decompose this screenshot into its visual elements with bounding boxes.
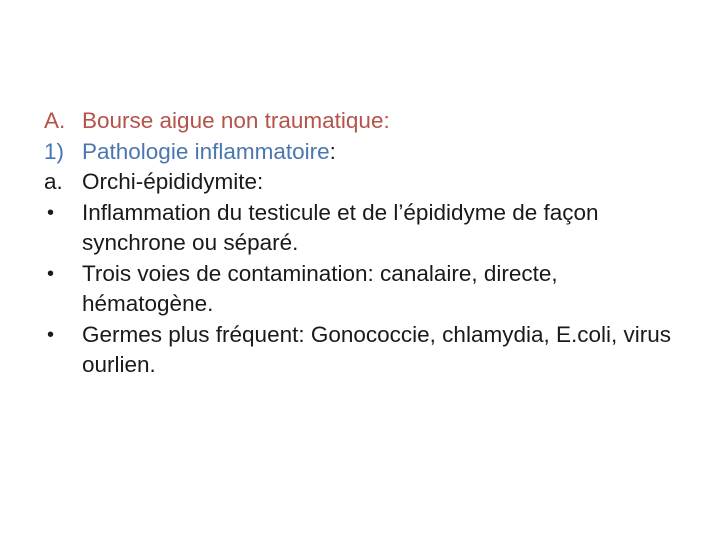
bullet-text: Germes plus fréquent: Gonococcie, chlamydia, E.coli, virus ourlien. bbox=[82, 321, 671, 377]
topic-heading: Orchi-épididymite: bbox=[82, 169, 264, 194]
bullet-text: Inflammation du testicule et de l’épididyme de façon synchrone ou séparé. bbox=[82, 199, 599, 255]
subsection-heading: Pathologie inflammatoire bbox=[82, 138, 330, 164]
section-heading: Bourse aigue non traumatique: bbox=[82, 108, 390, 133]
section-marker: A. bbox=[44, 108, 66, 133]
outline-item-topic bbox=[44, 167, 684, 198]
bullet-icon: • bbox=[47, 262, 55, 285]
outline-item-subsection bbox=[44, 137, 684, 168]
bullet-item bbox=[44, 198, 684, 259]
bullet-item bbox=[44, 259, 684, 320]
outline-list bbox=[44, 106, 684, 381]
bullet-icon: • bbox=[47, 323, 55, 346]
subsection-heading-colon: : bbox=[329, 138, 336, 164]
bullet-icon: • bbox=[47, 201, 55, 224]
bullet-item bbox=[44, 320, 684, 381]
subsection-heading-wrap bbox=[82, 137, 684, 168]
outline-item-section bbox=[44, 106, 684, 137]
subsection-marker: 1) bbox=[44, 138, 65, 164]
bullet-text: Trois voies de contamination: canalaire, directe, hématogène. bbox=[82, 260, 558, 316]
topic-marker: a. bbox=[44, 169, 63, 194]
